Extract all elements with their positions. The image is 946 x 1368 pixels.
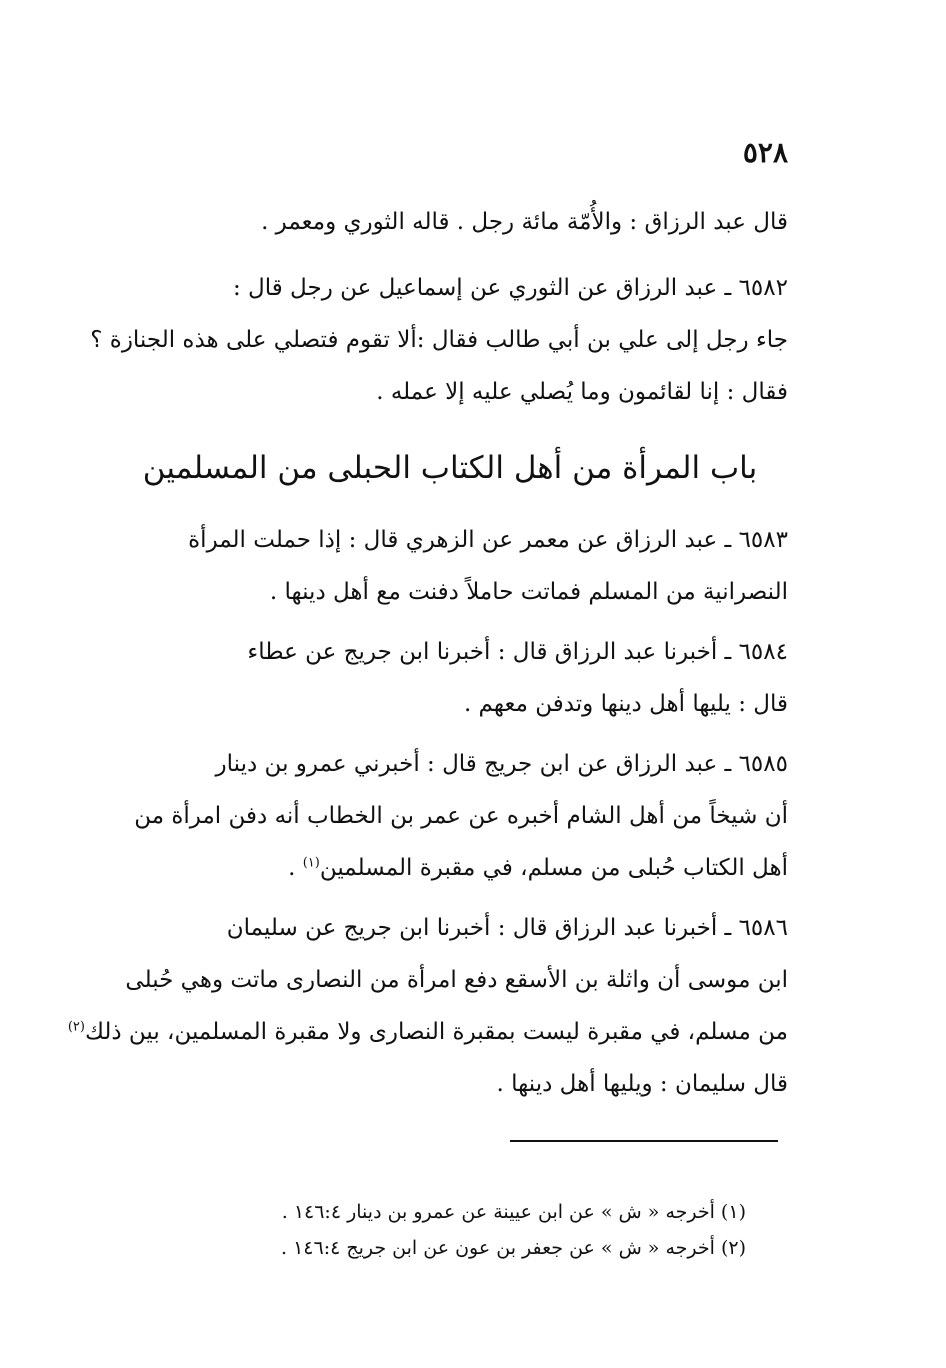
hadith-6585: [108, 738, 788, 894]
hadith-6583: [108, 514, 788, 618]
text-line: ٦٥٨٣ ـ عبد الرزاق عن معمر عن الزهري قال : إذا حملت المرأة: [188, 527, 788, 553]
hadith-6582: [90, 262, 788, 418]
text-line: ٦٥٨٦ ـ أخبرنا عبد الرزاق قال : أخبرنا ابن جريج عن سليمان: [226, 915, 788, 941]
text-line: ٦٥٨٥ ـ عبد الرزاق عن ابن جريج قال : أخبرني عمرو بن دينار: [215, 751, 788, 777]
footnote-divider: [510, 1140, 778, 1142]
page-number: ٥٢٨: [742, 136, 788, 169]
footnote-2: (٢) أخرجه « ش » عن جعفر بن عون عن ابن جريج ١٤٦:٤ .: [280, 1237, 746, 1259]
footnote-marker: (٢): [67, 1019, 85, 1035]
line-tail: .: [288, 855, 303, 881]
text-line: ٦٥٨٢ ـ عبد الرزاق عن الثوري عن إسماعيل عن رجل قال :: [232, 275, 788, 301]
paragraph-intro: [108, 196, 788, 248]
text-line: قال : يليها أهل دينها وتدفن معهم .: [463, 691, 788, 717]
hadith-6586: [67, 902, 788, 1110]
text-line: جاء رجل إلى علي بن أبي طالب فقال :ألا تقوم فتصلي على هذه الجنازة ؟: [90, 327, 788, 353]
line-text: من مسلم، في مقبرة ليست بمقبرة النصارى ولا مقبرة المسلمين، بين ذلك: [84, 1019, 788, 1045]
text-line: [67, 1006, 788, 1058]
text-line: النصرانية من المسلم فماتت حاملاً دفنت مع أهل دينها .: [269, 579, 788, 605]
text-line: فقال : إنا لقائمون وما يُصلي عليه إلا عمله .: [376, 379, 788, 405]
line-text: أهل الكتاب حُبلى من مسلم، في مقبرة المسلمين: [319, 855, 788, 881]
text-line: قال سليمان : ويليها أهل دينها .: [496, 1071, 788, 1097]
text-line: قال عبد الرزاق : والأُمّة مائة رجل . قاله الثوري ومعمر .: [261, 209, 788, 235]
chapter-heading: باب المرأة من أهل الكتاب الحبلى من المسلمين: [142, 450, 758, 486]
hadith-6584: [108, 626, 788, 730]
footnote-marker: (١): [302, 855, 320, 871]
text-line: ٦٥٨٤ ـ أخبرنا عبد الرزاق قال : أخبرنا ابن جريج عن عطاء: [247, 639, 788, 665]
text-line: أن شيخاً من أهل الشام أخبره عن عمر بن الخطاب أنه دفن امرأة من: [134, 803, 788, 829]
text-line: [108, 842, 788, 894]
footnote-1: (١) أخرجه « ش » عن ابن عيينة عن عمرو بن دينار ١٤٦:٤ .: [281, 1201, 746, 1223]
text-line: ابن موسى أن واثلة بن الأسقع دفع امرأة من النصارى ماتت وهي حُبلى: [125, 967, 788, 993]
